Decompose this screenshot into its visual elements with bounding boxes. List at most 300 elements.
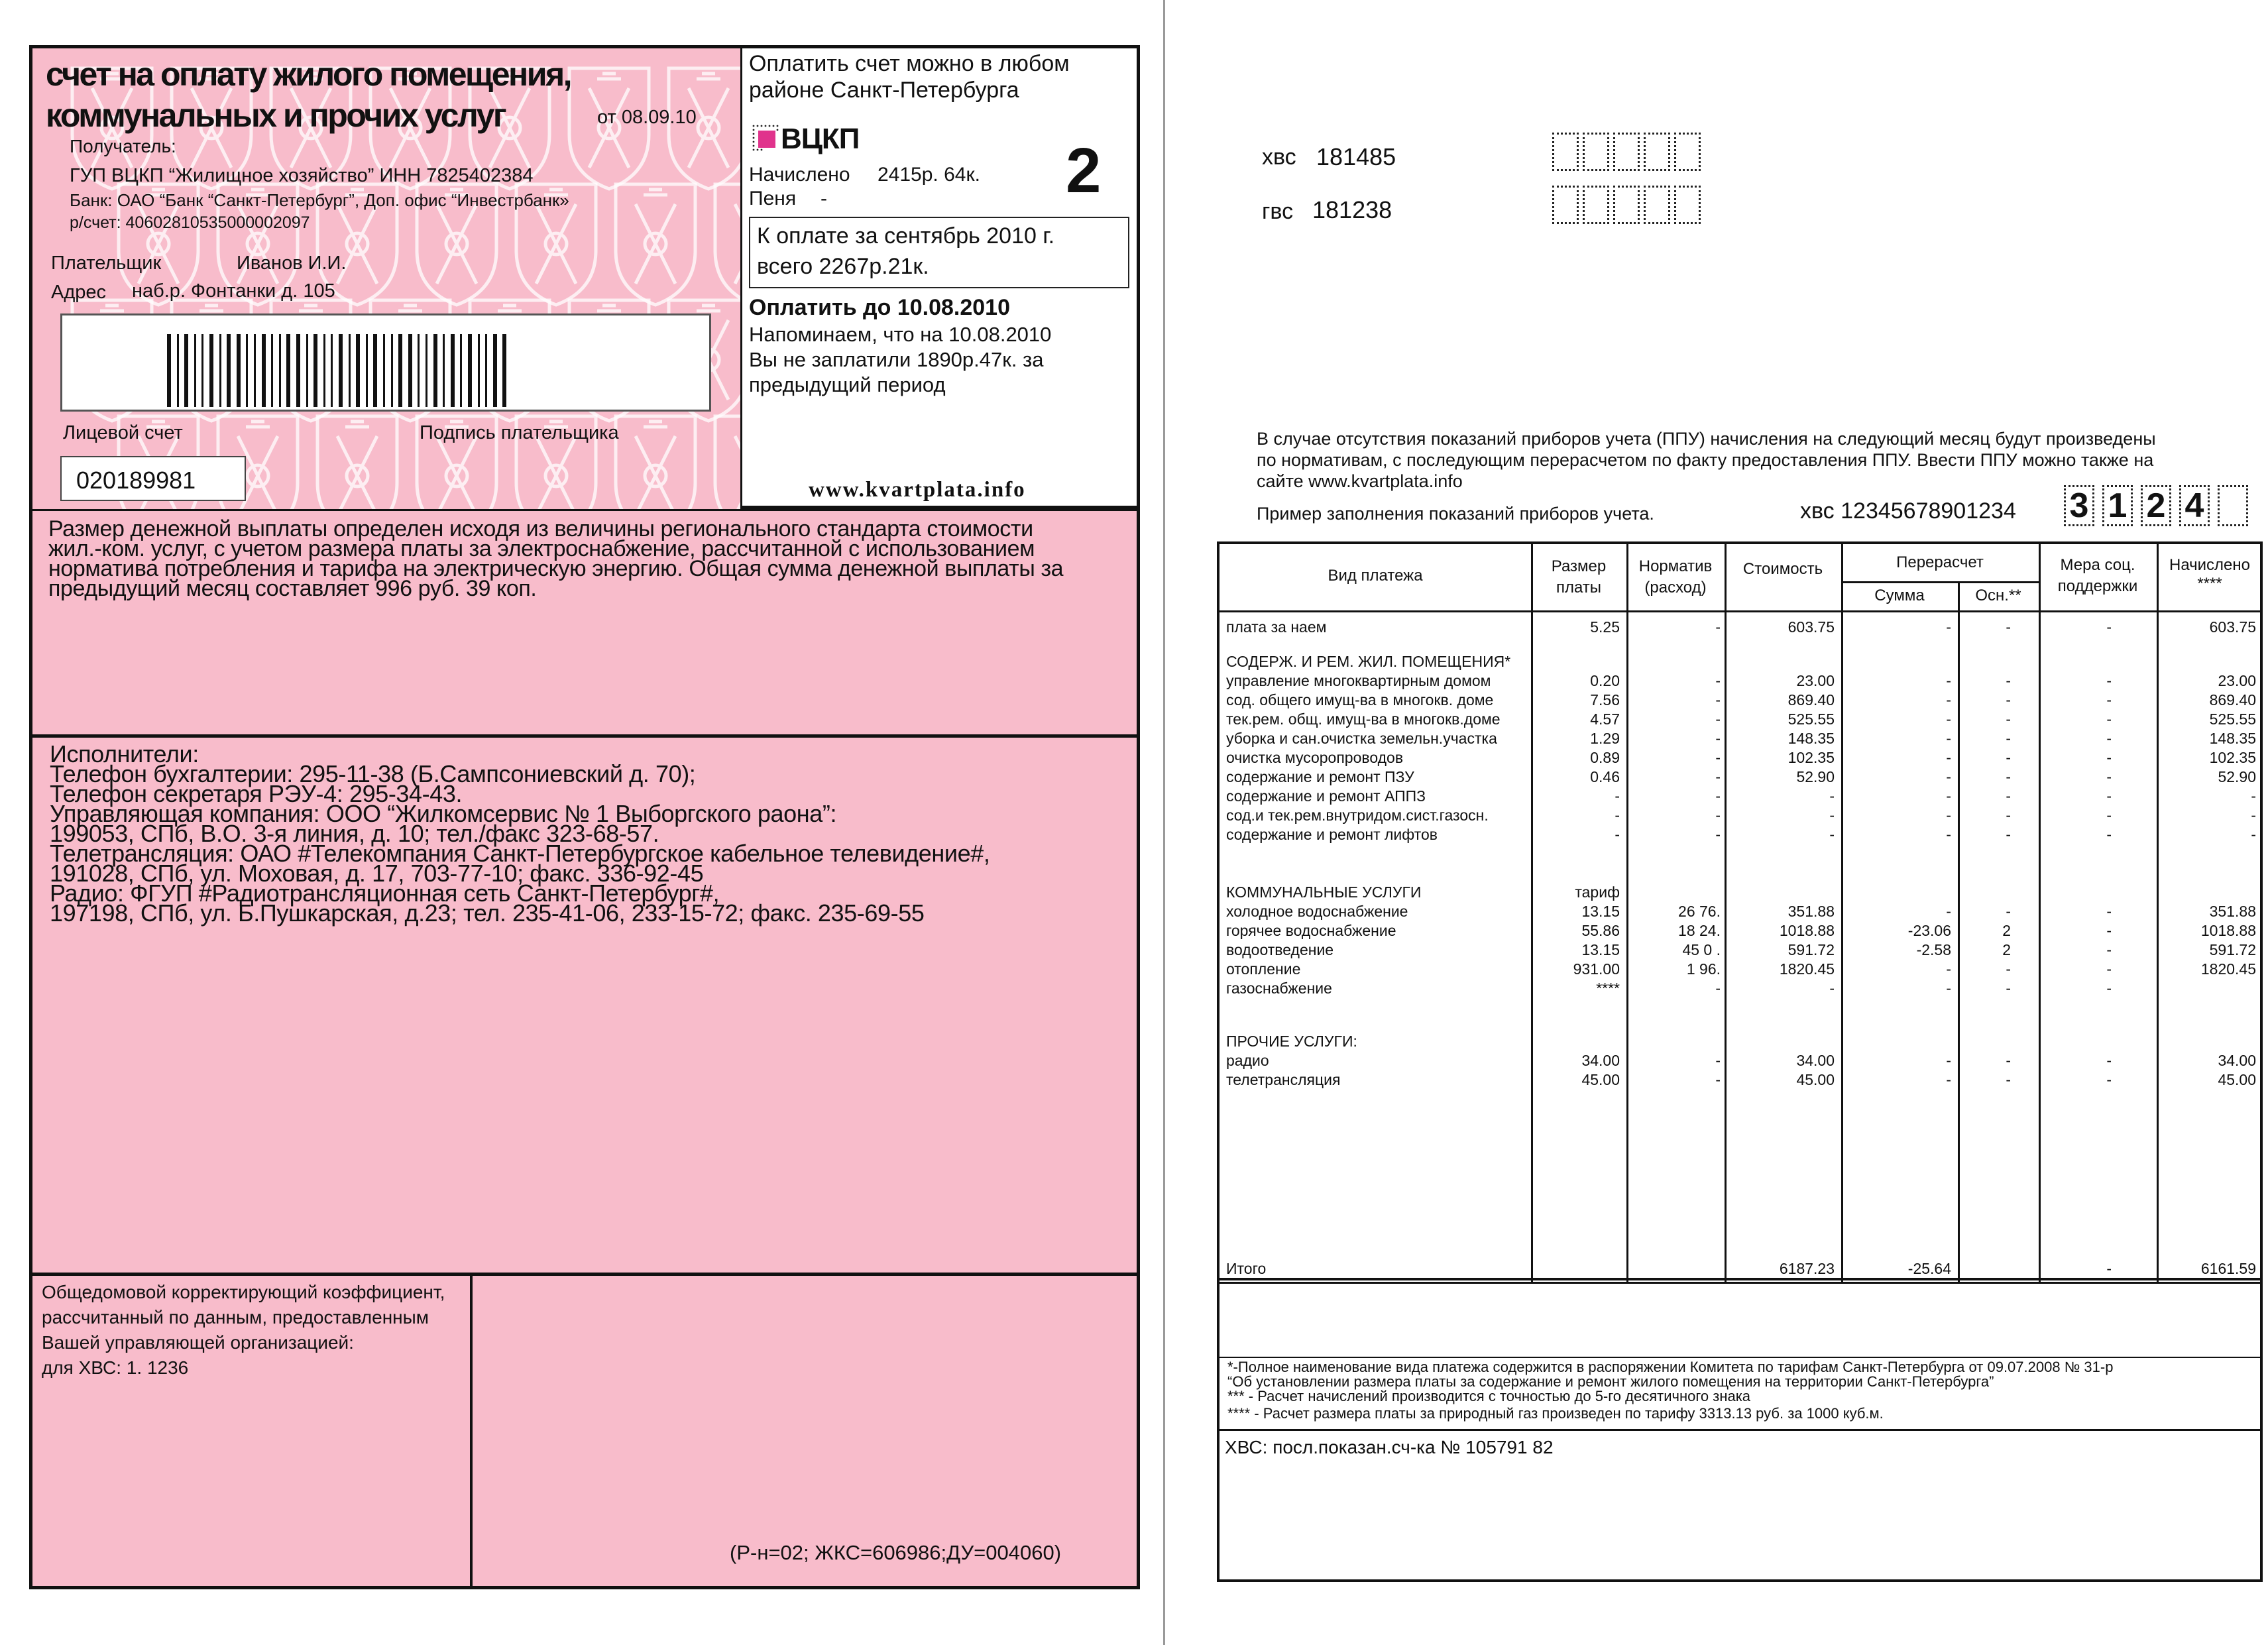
table-row-name: отопление: [1226, 960, 1301, 978]
table-row-name: водоотведение: [1226, 941, 1334, 958]
table-cell-norm: 1 96.: [1686, 960, 1721, 978]
barcode-stripe: [443, 334, 445, 407]
table-cell-accrued: 591.72: [2209, 941, 2256, 958]
table-cell-support: -: [2106, 922, 2112, 939]
personal-account-box: [60, 456, 246, 501]
table-cell-accrued: 34.00: [2218, 1052, 2256, 1069]
table-cell-support: -: [2106, 826, 2112, 843]
recipient-bank: Банк: ОАО “Банк “Санкт-Петербург”, Доп. офис “Инвестрбанк»: [70, 190, 569, 210]
recipient-account: р/счет: 40602810535000002097: [70, 213, 310, 232]
address-label: Адрес: [51, 282, 107, 303]
coefficient-line: Вашей управляющей организацией:: [42, 1332, 354, 1353]
table-row-name: сод.и тек.рем.внутридом.сист.газосн.: [1226, 807, 1489, 824]
barcode-stripe: [391, 334, 393, 407]
table-cell-norm: 26 76.: [1678, 903, 1721, 920]
table-cell-cost: 34.00: [1796, 1052, 1835, 1069]
table-cell-support: -: [2106, 710, 2112, 728]
table-cell-reason: -: [2006, 903, 2011, 920]
digit-box[interactable]: [1644, 186, 1670, 224]
region-codes: (Р-н=02; ЖКС=606986;ДУ=004060): [730, 1541, 1062, 1564]
table-cell-support: -: [2106, 672, 2112, 689]
table-cell-norm: -: [1715, 749, 1721, 766]
table-cell-rate: -: [1615, 826, 1620, 843]
contractors-line: Телетрансляция: ОАО #Телекомпания Санкт-Петербургское кабельное телевидение#,: [50, 840, 990, 867]
barcode-stripe: [271, 334, 273, 407]
table-cell-accrued: -: [2251, 807, 2256, 824]
footnote-divider: [1219, 1429, 2263, 1431]
example-digit: 2: [2141, 485, 2171, 526]
table-cell-rate: 0.46: [1590, 768, 1620, 785]
digit-box[interactable]: [1583, 133, 1609, 171]
table-cell-sum: -: [1946, 618, 1951, 636]
table-cell-sum: -: [1946, 672, 1951, 689]
recipient-name: ГУП ВЦКП “Жилищное хозяйство” ИНН 7825402384: [70, 165, 534, 186]
table-cell-sum: -2.58: [1916, 941, 1951, 958]
amount-due-line-2: всего 2267р.21к.: [757, 254, 929, 279]
table-row-name: радио: [1226, 1052, 1269, 1069]
vckp-logo-icon: [752, 124, 779, 152]
table-cell-support: -: [2106, 807, 2112, 824]
table-cell-rate: 0.89: [1590, 749, 1620, 766]
barcode-stripe: [485, 334, 487, 407]
subsidy-line: Размер денежной выплаты определен исходя из величины регионального стандарта стоимости: [48, 516, 1033, 541]
hot-meter-value: 181238: [1312, 196, 1392, 223]
table-row-name: управление многоквартирным домом: [1226, 672, 1491, 689]
table-cell-rate: 7.56: [1590, 691, 1620, 709]
crest-watermark-icon: [602, 178, 709, 310]
example-digit: [2218, 485, 2248, 526]
table-cell-cost: 603.75: [1787, 618, 1835, 636]
table-cell-reason: 2: [2002, 941, 2011, 958]
personal-account-value: 020189981: [76, 467, 196, 494]
barcode-stripe: [349, 334, 351, 407]
contractors-line: 197198, СПб, ул. Б.Пушкарская, д.23; тел. 235-41-06, 233-15-72; факс. 235-69-55: [50, 899, 925, 927]
footnotes-box: [1217, 1280, 2263, 1582]
example-digit: 3: [2064, 485, 2094, 526]
header-cost: Стоимость: [1742, 560, 1823, 578]
bill-title-line-1: счет на оплату жилого помещения,: [46, 56, 571, 93]
table-cell-cost: -: [1829, 807, 1835, 824]
table-cell-reason: -: [2006, 618, 2011, 636]
recipient-label: Получатель:: [70, 136, 176, 156]
table-row-name: уборка и сан.очистка земельн.участка: [1226, 730, 1497, 747]
table-cell-cost: 102.35: [1787, 749, 1835, 766]
barcode-stripe: [383, 334, 385, 407]
digit-box[interactable]: [1644, 133, 1670, 171]
table-cell-reason: -: [2006, 807, 2011, 824]
vckp-logo: [752, 123, 884, 154]
table-cell-rate: 55.86: [1581, 922, 1620, 939]
subsidy-text: [48, 516, 1064, 601]
barcode-stripe: [331, 334, 333, 407]
table-cell-sum: -: [1946, 1052, 1951, 1069]
barcode-stripe: [493, 334, 497, 407]
example-digit: 4: [2179, 485, 2210, 526]
table-row-name: плата за наем: [1226, 618, 1327, 636]
subsidy-line: предыдущий месяц составляет 996 руб. 39 коп.: [48, 576, 537, 601]
contractors-line: 191028, СПб, ул. Моховая, д. 17, 703-77-10; факс. 336-92-45: [50, 860, 704, 887]
table-cell-support: -: [2106, 691, 2112, 709]
barcode-stripe: [313, 334, 317, 407]
table-cell-reason: -: [2006, 710, 2011, 728]
table-cell-sum: -: [1946, 1071, 1951, 1088]
pay-before: Оплатить до 10.08.2010: [749, 295, 1011, 320]
table-row-name: телетрансляция: [1226, 1071, 1341, 1088]
table-cell-support: -: [2106, 1071, 2112, 1088]
coefficient-line: Общедомовой корректирующий коэффициент,: [42, 1282, 445, 1302]
table-cell-reason: -: [2006, 980, 2011, 997]
example-digit-boxes: [2064, 485, 2256, 530]
table-row-name: газоснабжение: [1226, 980, 1332, 997]
payment-panel: [740, 45, 1140, 509]
amount-due-box: [749, 217, 1129, 288]
table-cell-norm: -: [1715, 730, 1721, 747]
table-row-name: СОДЕРЖ. И РЕМ. ЖИЛ. ПОМЕЩЕНИЯ*: [1226, 653, 1511, 670]
table-cell-reason: 2: [2002, 922, 2011, 939]
barcode-stripe: [177, 334, 179, 407]
barcode-stripe: [306, 334, 308, 407]
table-cell-support: -: [2106, 749, 2112, 766]
barcode-stripe: [451, 334, 455, 407]
table-cell-cost: -: [1829, 980, 1835, 997]
contractors-line: Телефон бухгалтерии: 295-11-38 (Б.Сампсониевский д. 70);: [50, 760, 696, 787]
header-rate-2: платы: [1556, 579, 1602, 596]
table-cell-rate: 931.00: [1573, 960, 1620, 978]
barcode-box: [60, 313, 711, 412]
barcode-stripe: [398, 334, 402, 407]
website-link[interactable]: www.kvartplata.info: [809, 478, 1026, 502]
table-cell-norm: -: [1715, 691, 1721, 709]
table-cell-reason: -: [2006, 826, 2011, 843]
subsidy-section: [29, 509, 1140, 738]
table-cell-cost: 351.88: [1787, 903, 1835, 920]
barcode-stripe: [254, 334, 256, 407]
barcode-stripe: [356, 334, 360, 407]
contractors-line: Телефон секретаря РЭУ-4: 295-34-43.: [50, 780, 463, 807]
table-cell-norm: 18 24.: [1678, 922, 1721, 939]
barcode-stripe: [227, 334, 231, 407]
barcode-stripe: [237, 334, 241, 407]
copy-number: 2: [1066, 135, 1102, 206]
footnote-line: *** - Расчет начислений производится с точностью до 5-го десятичного знака: [1227, 1388, 1751, 1404]
table-row-name: горячее водоснабжение: [1226, 922, 1396, 939]
contractors-line: Исполнители:: [50, 740, 199, 767]
bill-title-date: от 08.09.10: [597, 107, 697, 128]
table-cell-norm: -: [1715, 1052, 1721, 1069]
table-cell-sum: -: [1946, 980, 1951, 997]
table-cell-rate: 4.57: [1590, 710, 1620, 728]
charges-table: [1217, 541, 2263, 1280]
table-cell-sum: -: [1946, 960, 1951, 978]
table-row-name: содержание и ремонт АППЗ: [1226, 787, 1426, 805]
table-cell-norm: -: [1715, 618, 1721, 636]
table-cell-norm: -: [1715, 710, 1721, 728]
contractors-section: [29, 738, 1140, 1273]
example-meter: хвс 12345678901234: [1800, 498, 2016, 524]
table-cell-accrued: 148.35: [2209, 730, 2256, 747]
table-cell-rate: 13.15: [1581, 941, 1620, 958]
table-cell-reason: -: [2006, 960, 2011, 978]
digit-box[interactable]: [1674, 186, 1701, 224]
address-value: наб.р. Фонтанки д. 105: [132, 280, 335, 302]
notice-line: сайте www.kvartplata.info: [1257, 471, 1463, 491]
table-cell-rate: -: [1615, 807, 1620, 824]
cold-meter-entry-boxes[interactable]: [1552, 133, 1738, 175]
table-cell-reason: -: [2006, 730, 2011, 747]
subsidy-line: жил.-ком. услуг, с учетом размера платы за электроснабжение, рассчитанной с использованием: [48, 536, 1035, 561]
table-row-name: ПРОЧИЕ УСЛУГИ:: [1226, 1033, 1357, 1050]
header-norm-1: Норматив: [1638, 557, 1713, 575]
barcode-stripe: [502, 334, 506, 407]
bill-header-block: [29, 45, 740, 509]
table-cell-cost: 869.40: [1787, 691, 1835, 709]
barcode-stripe: [194, 334, 196, 407]
digit-box[interactable]: [1583, 186, 1609, 224]
footnote-line: *-Полное наименование вида платежа содержится в распоряжении Комитета по тарифам Санкт-Петербурга от 09.07.2008 № 31-р: [1227, 1359, 2114, 1375]
payer-label: Плательщик: [51, 253, 162, 274]
crest-watermark-icon: [702, 178, 740, 310]
table-cell-accrued: -: [2251, 826, 2256, 843]
total-support: -: [2106, 1260, 2112, 1277]
table-cell-support: -: [2106, 730, 2112, 747]
table-cell-support: -: [2106, 618, 2112, 636]
barcode-stripe: [323, 334, 325, 407]
crest-watermark-icon: [702, 410, 740, 509]
table-cell-reason: -: [2006, 749, 2011, 766]
meter-notice: [1257, 428, 2156, 492]
notice-line: В случае отсутствия показаний приборов учета (ППУ) начисления на следующий месяц будут произведены: [1257, 429, 2156, 449]
barcode-stripe: [468, 334, 472, 407]
penalty-value: -: [821, 188, 827, 209]
table-cell-accrued: 45.00: [2218, 1071, 2256, 1088]
table-cell-cost: -: [1829, 787, 1835, 805]
table-cell-accrued: 525.55: [2209, 710, 2256, 728]
table-cell-reason: -: [2006, 768, 2011, 785]
table-cell-reason: -: [2006, 787, 2011, 805]
digit-box[interactable]: [1613, 186, 1640, 224]
table-cell-accrued: 603.75: [2209, 618, 2256, 636]
cold-meter-label: хвс: [1262, 144, 1296, 170]
table-row-name: содержание и ремонт лифтов: [1226, 826, 1438, 843]
table-cell-cost: 1018.88: [1779, 922, 1835, 939]
table-cell-support: -: [2106, 768, 2112, 785]
table-cell-accrued: 351.88: [2209, 903, 2256, 920]
table-cell-reason: -: [2006, 672, 2011, 689]
example-digit: 1: [2102, 485, 2133, 526]
table-cell-sum: -: [1946, 826, 1951, 843]
table-cell-rate: 1.29: [1590, 730, 1620, 747]
table-cell-norm: -: [1715, 672, 1721, 689]
table-cell-sum: -: [1946, 691, 1951, 709]
table-cell-rate: 34.00: [1581, 1052, 1620, 1069]
total-accrued: 6161.59: [2200, 1260, 2256, 1277]
contractors-line: Радио: ФГУП #Радиотрансляционная сеть Санкт-Петербург#,: [50, 879, 720, 907]
header-reason: Осн.**: [1975, 587, 2021, 604]
footnote-line: “Об установлении размера платы за содержание и ремонт жилого помещения на территории Санкт-Петербурга”: [1227, 1373, 1994, 1390]
table-cell-sum: -: [1946, 749, 1951, 766]
table-cell-rate: 45.00: [1581, 1071, 1620, 1088]
barcode-stripe: [296, 334, 300, 407]
coefficient-line: для ХВС: 1. 1236: [42, 1357, 189, 1378]
table-cell-sum: -: [1946, 787, 1951, 805]
table-cell-sum: -23.06: [1907, 922, 1951, 939]
vckp-logo-text: ВЦКП: [781, 123, 860, 155]
table-row-name: содержание и ремонт ПЗУ: [1226, 768, 1414, 785]
table-cell-cost: -: [1829, 826, 1835, 843]
reminder-line-1: Напоминаем, что на 10.08.2010: [749, 323, 1052, 346]
example-label: Пример заполнения показаний приборов учета.: [1257, 504, 1654, 524]
table-cell-norm: -: [1715, 807, 1721, 824]
payer-name: Иванов И.И.: [237, 253, 347, 274]
personal-account-label: Лицевой счет: [63, 422, 183, 443]
amount-due-line-1: К оплате за сентябрь 2010 г.: [757, 223, 1055, 249]
accrued-label: Начислено: [749, 164, 850, 186]
table-cell-support: -: [2106, 903, 2112, 920]
reminder-line-3: предыдущий период: [749, 373, 946, 396]
digit-box[interactable]: [1613, 133, 1640, 171]
table-row-name: очистка мусоропроводов: [1226, 749, 1404, 766]
table-cell-support: -: [2106, 1052, 2112, 1069]
table-cell-accrued: 869.40: [2209, 691, 2256, 709]
table-cell-sum: -: [1946, 768, 1951, 785]
total-cost: 6187.23: [1779, 1260, 1835, 1277]
contractors-line: 199053, СПб, В.О. 3-я линия, д. 10; тел./факс 323-68-57.: [50, 820, 659, 847]
notice-line: по нормативам, с последующим перерасчетом по факту предоставления ППУ. Ввести ППУ можно также на: [1257, 450, 2154, 470]
coefficient-text: [42, 1280, 445, 1381]
hot-meter-label: гвс: [1262, 199, 1294, 224]
table-cell-accrued: 52.90: [2218, 768, 2256, 785]
table-cell-cost: 1820.45: [1779, 960, 1835, 978]
table-cell-rate: ****: [1596, 980, 1620, 997]
coefficient-line: рассчитанный по данным, предоставленным: [42, 1307, 429, 1328]
table-cell-rate: 5.25: [1590, 618, 1620, 636]
barcode-stripe: [460, 334, 462, 407]
table-cell-accrued: 1820.45: [2200, 960, 2256, 978]
table-cell-norm: 45 0 .: [1682, 941, 1721, 958]
table-cell-reason: -: [2006, 691, 2011, 709]
header-accrued-1: Начислено: [2169, 556, 2250, 574]
contractors-text: [50, 740, 990, 927]
total-label: Итого: [1226, 1260, 1267, 1277]
table-cell-support: -: [2106, 980, 2112, 997]
barcode-stripe: [209, 334, 213, 407]
cold-meter-value: 181485: [1316, 143, 1396, 170]
table-cell-sum: -: [1946, 903, 1951, 920]
table-body: [1219, 610, 2263, 1282]
total-sum: -25.64: [1907, 1260, 1951, 1277]
table-cell-rate: тариф: [1575, 883, 1620, 901]
reminder-line-2: Вы не заплатили 1890р.47к. за: [749, 348, 1044, 371]
pay-where-line-1: Оплатить счет можно в любом: [749, 51, 1070, 76]
digit-box[interactable]: [1552, 133, 1579, 171]
table-cell-rate: -: [1615, 787, 1620, 805]
table-cell-support: -: [2106, 787, 2112, 805]
pay-where-line-2: районе Санкт-Петербурга: [749, 78, 1019, 103]
table-row-name: сод. общего имущ-ва в многокв. доме: [1226, 691, 1494, 709]
barcode-stripe: [373, 334, 377, 407]
header-norm-2: (расход): [1644, 579, 1707, 596]
hot-meter-entry-boxes[interactable]: [1552, 186, 1738, 228]
table-cell-rate: 0.20: [1590, 672, 1620, 689]
table-cell-accrued: 102.35: [2209, 749, 2256, 766]
barcode-stripe: [478, 334, 480, 407]
table-cell-sum: -: [1946, 710, 1951, 728]
barcode-stripe: [246, 334, 248, 407]
table-cell-cost: 525.55: [1787, 710, 1835, 728]
footnote-divider: [1219, 1357, 2263, 1358]
table-cell-cost: 52.90: [1796, 768, 1835, 785]
header-divider: [1843, 581, 2039, 583]
table-row-name: тек.рем. общ. имущ-ва в многокв.доме: [1226, 710, 1501, 728]
crest-watermark-icon: [304, 410, 410, 509]
table-cell-cost: 591.72: [1787, 941, 1835, 958]
table-cell-norm: -: [1715, 787, 1721, 805]
barcode-stripe: [184, 334, 188, 407]
barcode: [167, 334, 604, 407]
table-cell-reason: -: [2006, 1071, 2011, 1088]
table-cell-cost: 45.00: [1796, 1071, 1835, 1088]
barcode-stripe: [366, 334, 368, 407]
barcode-stripe: [425, 334, 427, 407]
bill-title-line-2: коммунальных и прочих услуг: [46, 97, 506, 134]
penalty-label: Пеня: [749, 188, 797, 209]
table-cell-norm: -: [1715, 768, 1721, 785]
barcode-stripe: [339, 334, 343, 407]
table-cell-accrued: 1018.88: [2200, 922, 2256, 939]
table-cell-accrued: 23.00: [2218, 672, 2256, 689]
header-accrued-2: ****: [2197, 575, 2222, 593]
last-reading: ХВС: посл.показан.сч-ка № 105791 82: [1225, 1437, 1554, 1457]
barcode-stripe: [286, 334, 290, 407]
barcode-stripe: [279, 334, 281, 407]
coefficient-section: [29, 1273, 1140, 1589]
barcode-stripe: [219, 334, 221, 407]
header-kind: Вид платежа: [1328, 567, 1423, 585]
table-cell-support: -: [2106, 941, 2112, 958]
table-cell-norm: -: [1715, 826, 1721, 843]
barcode-stripe: [418, 334, 420, 407]
header-rate-1: Размер: [1551, 557, 1607, 575]
header-sum: Сумма: [1874, 587, 1925, 604]
table-row-name: холодное водоснабжение: [1226, 903, 1408, 920]
barcode-stripe: [408, 334, 412, 407]
table-cell-sum: -: [1946, 730, 1951, 747]
table-cell-norm: -: [1715, 1071, 1721, 1088]
header-support-2: поддержки: [2057, 577, 2138, 595]
accrued-value: 2415р. 64к.: [878, 164, 980, 186]
contractors-line: Управляющая компания: ООО “Жилкомсервис № 1 Выборгского раона”:: [50, 800, 837, 827]
coefficient-divider: [470, 1276, 473, 1586]
subsidy-line: норматива потребления и тарифа на электрическую энергию. Общая сумма денежной выплаты за: [48, 556, 1064, 581]
table-cell-reason: -: [2006, 1052, 2011, 1069]
digit-box[interactable]: [1674, 133, 1701, 171]
table-cell-support: -: [2106, 960, 2112, 978]
table-cell-accrued: -: [2251, 787, 2256, 805]
header-support-1: Мера соц.: [2060, 556, 2135, 574]
header-recalc: Перерасчет: [1896, 553, 1984, 571]
digit-box[interactable]: [1552, 186, 1579, 224]
barcode-stripe: [262, 334, 266, 407]
table-cell-norm: -: [1715, 980, 1721, 997]
table-cell-rate: 13.15: [1581, 903, 1620, 920]
table-row-name: КОММУНАЛЬНЫЕ УСЛУГИ: [1226, 883, 1422, 901]
barcode-stripe: [433, 334, 437, 407]
footnote-line: **** - Расчет размера платы за природный газ произведен по тарифу 3313.13 руб. за 1000 куб.м.: [1227, 1405, 1884, 1422]
barcode-stripe: [201, 334, 203, 407]
table-cell-sum: -: [1946, 807, 1951, 824]
signature-label: Подпись плательщика: [420, 422, 619, 443]
footnotes-text: [1227, 1359, 2113, 1422]
